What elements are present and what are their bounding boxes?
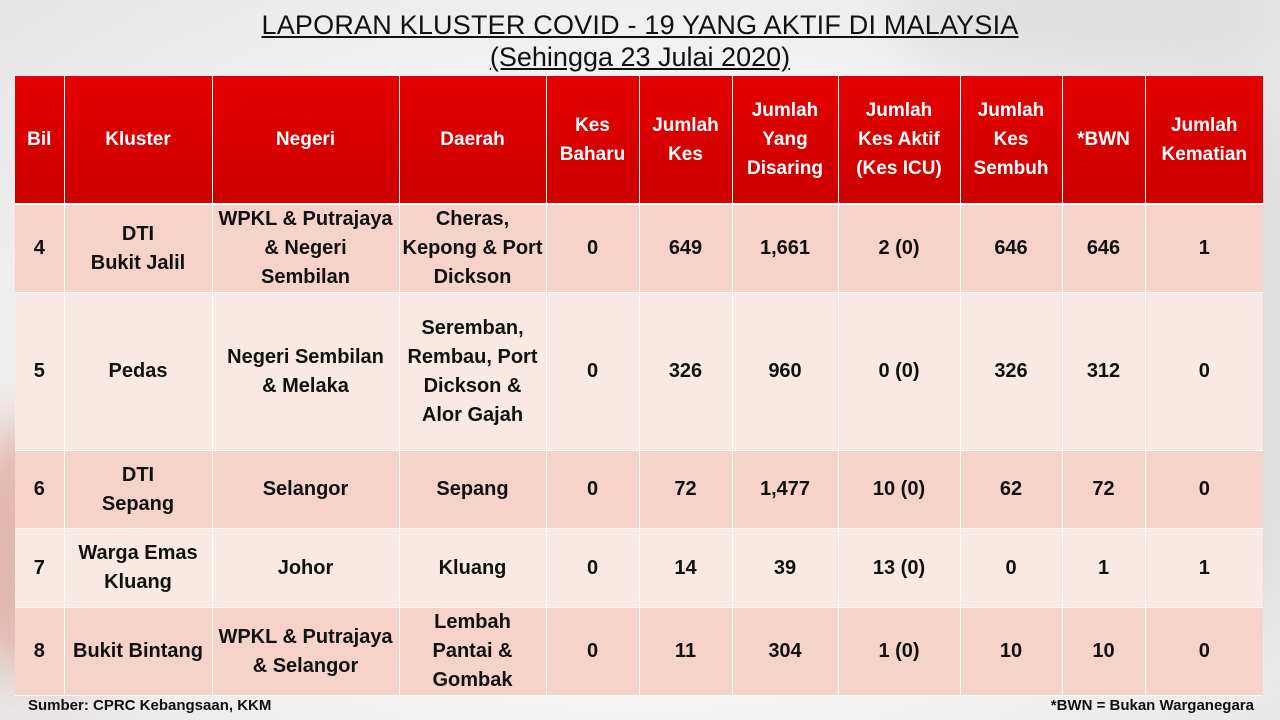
cell-kes-baharu: 0 — [546, 293, 639, 451]
bwn-footnote: *BWN = Bukan Warganegara — [1050, 697, 1254, 714]
cell-negeri: Negeri Sembilan & Melaka — [212, 293, 399, 451]
cell-jumlah-disaring: 39 — [732, 529, 838, 608]
cell-kes-aktif: 13 (0) — [838, 529, 960, 608]
header-jumlah-kes: Jumlah Kes — [639, 76, 732, 204]
header-bwn: *BWN — [1062, 76, 1145, 204]
cell-kes-sembuh: 326 — [960, 293, 1062, 451]
cell-kes-sembuh: 62 — [960, 451, 1062, 529]
cell-kes-sembuh: 10 — [960, 608, 1062, 696]
cell-kluster: DTI Sepang — [64, 451, 212, 529]
page-subtitle: (Sehingga 23 Julai 2020) — [489, 42, 791, 72]
cell-kes-baharu: 0 — [546, 529, 639, 608]
cell-kes-aktif: 0 (0) — [838, 293, 960, 451]
header-jumlah-disaring: Jumlah Yang Disaring — [732, 76, 838, 204]
cell-kluster: Pedas — [64, 293, 212, 451]
cell-daerah: Cheras, Kepong & Port Dickson — [399, 204, 546, 293]
header-bil: Bil — [15, 76, 64, 204]
cell-jumlah-disaring: 1,477 — [732, 451, 838, 529]
cell-jumlah-kes: 326 — [639, 293, 732, 451]
cell-kematian: 0 — [1145, 608, 1263, 696]
cell-kematian: 1 — [1145, 529, 1263, 608]
header-daerah: Daerah — [399, 76, 546, 204]
page-title: LAPORAN KLUSTER COVID - 19 YANG AKTIF DI MALAYSIA — [261, 10, 1019, 40]
cell-negeri: Selangor — [212, 451, 399, 529]
cell-jumlah-kes: 649 — [639, 204, 732, 293]
cell-jumlah-disaring: 304 — [732, 608, 838, 696]
cell-kluster: Bukit Bintang — [64, 608, 212, 696]
cell-bil: 5 — [15, 293, 64, 451]
table-row — [15, 529, 1263, 608]
header-kes-sembuh: Jumlah Kes Sembuh — [960, 76, 1062, 204]
cluster-table — [15, 76, 1263, 696]
cell-jumlah-kes: 11 — [639, 608, 732, 696]
cell-kematian: 1 — [1145, 204, 1263, 293]
table-row — [15, 293, 1263, 451]
title-block — [0, 8, 1280, 72]
cell-jumlah-kes: 72 — [639, 451, 732, 529]
cell-kes-baharu: 0 — [546, 204, 639, 293]
header-kluster: Kluster — [64, 76, 212, 204]
cell-kes-aktif: 10 (0) — [838, 451, 960, 529]
cell-kluster: Warga Emas Kluang — [64, 529, 212, 608]
cell-daerah: Seremban, Rembau, Port Dickson & Alor Gajah — [399, 293, 546, 451]
cell-kes-sembuh: 0 — [960, 529, 1062, 608]
cell-negeri: WPKL & Putrajaya & Selangor — [212, 608, 399, 696]
cell-daerah: Sepang — [399, 451, 546, 529]
cell-bwn: 72 — [1062, 451, 1145, 529]
cell-daerah: Lembah Pantai & Gombak — [399, 608, 546, 696]
cell-bwn: 646 — [1062, 204, 1145, 293]
cell-jumlah-disaring: 960 — [732, 293, 838, 451]
cell-daerah: Kluang — [399, 529, 546, 608]
cell-bil: 8 — [15, 608, 64, 696]
cell-kematian: 0 — [1145, 451, 1263, 529]
cell-bil: 4 — [15, 204, 64, 293]
cell-kes-baharu: 0 — [546, 608, 639, 696]
table-row — [15, 451, 1263, 529]
cell-kluster: DTI Bukit Jalil — [64, 204, 212, 293]
header-kes-baharu: Kes Baharu — [546, 76, 639, 204]
header-kematian: Jumlah Kematian — [1145, 76, 1263, 204]
table-header-row — [15, 76, 1263, 204]
cell-kes-baharu: 0 — [546, 451, 639, 529]
cell-jumlah-kes: 14 — [639, 529, 732, 608]
cell-kes-aktif: 1 (0) — [838, 608, 960, 696]
table-row — [15, 204, 1263, 293]
cell-negeri: Johor — [212, 529, 399, 608]
cell-kes-aktif: 2 (0) — [838, 204, 960, 293]
cell-kes-sembuh: 646 — [960, 204, 1062, 293]
cell-bil: 7 — [15, 529, 64, 608]
header-kes-aktif: Jumlah Kes Aktif (Kes ICU) — [838, 76, 960, 204]
cell-bil: 6 — [15, 451, 64, 529]
source-note: Sumber: CPRC Kebangsaan, KKM — [28, 697, 272, 714]
cell-kematian: 0 — [1145, 293, 1263, 451]
cell-bwn: 10 — [1062, 608, 1145, 696]
cell-bwn: 312 — [1062, 293, 1145, 451]
cell-jumlah-disaring: 1,661 — [732, 204, 838, 293]
cell-negeri: WPKL & Putrajaya & Negeri Sembilan — [212, 204, 399, 293]
cell-bwn: 1 — [1062, 529, 1145, 608]
table-row — [15, 608, 1263, 696]
header-negeri: Negeri — [212, 76, 399, 204]
